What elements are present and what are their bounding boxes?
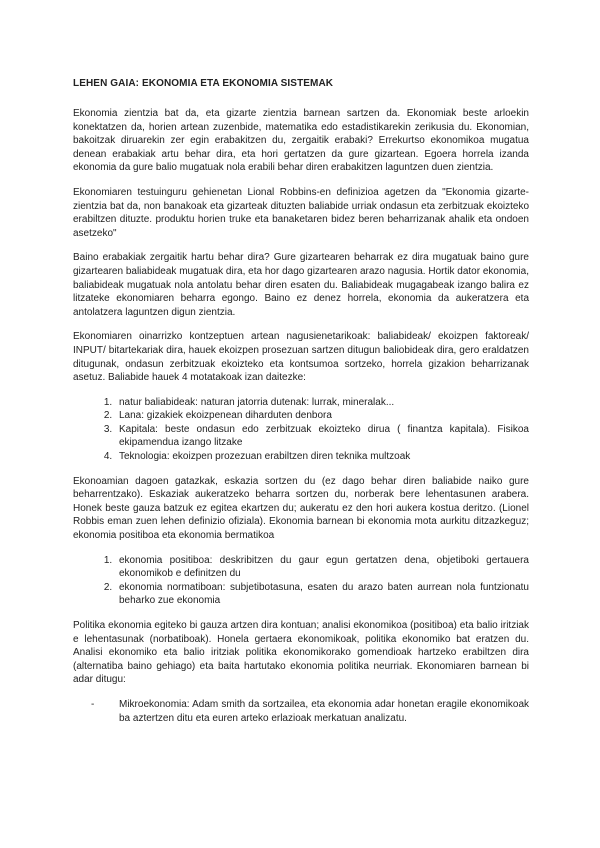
list-item: 1. natur baliabideak: naturan jatorria dutenak: lurrak, mineralak... xyxy=(115,396,529,410)
document-title: LEHEN GAIA: EKONOMIA ETA EKONOMIA SISTEMAK xyxy=(73,78,334,89)
document-page xyxy=(73,77,529,725)
list-item: 3. Kapitala: beste ondasun edo zerbitzuak ekoizteko dirua ( finantza kapitala). Fisikoa ekipamendua izango litzake xyxy=(115,423,529,450)
paragraph-robbins-definition: Ekonomiaren testuinguru gehienetan Lional Robbins-en definizioa agetzen da "Ekonomia gizarte-zientzia bat da, non banakoak eta gizarteak dituzten baliabide urriak ondasun eta zerbitzuak ekoizteko erabiltzen dituzte. produktu horien truke eta banaketaren bidez beren beharrizanak ahalik eta ondoen asetzeko" xyxy=(73,186,529,239)
paragraph-intro: Ekonomia zientzia bat da, eta gizarte zientzia barnean sartzen da. Ekonomiak beste arloekin konektatzen da, horien artean zuzenbide, matematika edo estadistikarekin zerikusia du. Ekonomian, bakoitzak diruarekin zer egin erabakitzen du, zergaitik erabaki? Errekurtso ekonomikoa mugatua denean erabakiak artu behar dira, eta hori gertatzen da gure gizartean. Egoera horrela izanda ekonomia da gure balio mugatuak nola erabili behar diren erabakitzen laguntzen duen zientzia. xyxy=(73,108,529,174)
branches-list xyxy=(73,698,529,725)
list-item: 1. ekonomia positiboa: deskribitzen du gaur egun gertatzen dena, objetiboki gertauera ekonomikob e definitzen du xyxy=(115,554,529,581)
paragraph-scarcity: Baino erabakiak zergaitik hartu behar dira? Gure gizartearen beharrak ez dira mugatuak baino gure gizartearen baliabideak mugatuak dira, eta hor dago gizartearen arazo nagusia. Hortik dator ekonomia, baliabideak mugatuak nola antolatu behar diren esaten du. Baliabideak mugagabeak izango balira ez litzateke ekonomiaren beharra egongo. Baino ez denez horrela, ekonomia da aukeratzera eta antolatzera laguntzen digun zientzia. xyxy=(73,252,529,318)
list-item: 2. ekonomia normatiboan: subjetibotasuna, esaten du arazo baten aurrean nola funtzionatu beharko zue ekonomia xyxy=(115,581,529,608)
list-item: 2. Lana: gizakiek ekoizpenean diharduten denbora xyxy=(115,409,529,423)
list-item: - Mikroekonomia: Adam smith da sortzailea, eta ekonomia adar honetan eragile ekonomikoak ba aztertzen ditu eta euren arteko erlazioak merkatuan analizatu. xyxy=(115,698,529,725)
paragraph-political-economy: Politika ekonomia egiteko bi gauza artzen dira kontuan; analisi ekonomikoa (positiboa) eta balio iritziak e lehentasunak (norbatiboak). Honela gertaera ekonomikoak, politika ekonomiko bat eratzen du. Analisi ekonomiko eta balio iritziak politika ekonomikorako gomendioak hartzeko erabiltzen dira (alternatiba baino gehiago) eta baita hartutako ekonomia politika neurriak. Ekonomiaren barnean bi adar ditugu: xyxy=(73,620,529,686)
economics-types-list xyxy=(73,554,529,608)
resources-list xyxy=(73,396,529,464)
list-item: 4. Teknologia: ekoizpen prozezuan erabiltzen diren teknika multzoak xyxy=(115,450,529,464)
paragraph-conflict: Ekonoamian dagoen gatazkak, eskazia sortzen du (ez dago behar diren baliabide naiko gure beharrentzako). Eskaziak aukeratzeko beharra sortzen du, norberak bere lehentasunen arabera. Honek beste gauza batzuk ez egitea ekartzen du; aukeratu ez den hori aukera kostua deritzo. (Lionel Robbis eman zuen lehen definizio ofiziala). Ekonomia barnean bi ekonomia mota aurkitu ditzazkeguz; ekonomia positiboa eta ekonomia bermatikoa xyxy=(73,475,529,542)
paragraph-basic-concepts: Ekonomiaren oinarrizko kontzeptuen artean nagusienetarikoak: baliabideak/ ekoizpen faktoreak/ INPUT/ bitartekariak dira, hauek ekoizpen prosezuan sartzen ditugun baliobideak dira, gero eraldatzen ditugunak, ondasun zerbitzuak ekoizteko eta kontsumoa sortzeko, horrela gizakion beharrizanak asetuz. Baliabide hauek 4 motatakoak izan daitezke: xyxy=(73,331,529,384)
